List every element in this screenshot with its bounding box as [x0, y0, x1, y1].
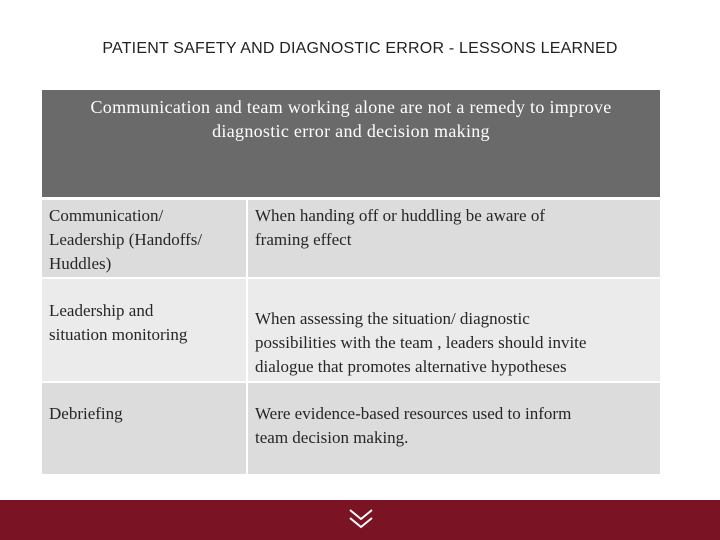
row-lesson-cell — [248, 200, 660, 278]
table-header — [42, 90, 660, 197]
row-lesson-line: framing effect — [255, 230, 352, 249]
row-topic-cell — [42, 278, 248, 382]
row-lesson-line: When handing off or huddling be aware of — [255, 206, 546, 225]
row-lesson-line: possibilities with the team , leaders should invite — [255, 333, 587, 352]
row-lesson-line: team decision making. — [255, 428, 409, 447]
slide-title: PATIENT SAFETY AND DIAGNOSTIC ERROR - LESSONS LEARNED — [102, 40, 618, 57]
double-chevron-down-icon[interactable] — [347, 507, 375, 531]
row-lesson-cell — [248, 382, 660, 474]
table-header-line-2: diagnostic error and decision making — [212, 121, 490, 141]
row-topic-cell — [42, 382, 248, 474]
row-lesson-line: dialogue that promotes alternative hypotheses — [255, 357, 567, 376]
table-row — [42, 278, 660, 382]
row-topic-cell — [42, 200, 248, 278]
row-divider — [42, 381, 660, 383]
row-topic-line: Huddles) — [49, 254, 112, 273]
row-topic-line: situation monitoring — [49, 325, 188, 344]
table-row — [42, 382, 660, 474]
row-topic-line: Leadership (Handoffs/ — [49, 230, 203, 249]
row-topic-line: Communication/ — [49, 206, 164, 225]
table-row — [42, 200, 660, 278]
row-lesson-line: When assessing the situation/ diagnostic — [255, 309, 530, 328]
row-divider — [42, 277, 660, 279]
row-topic-line: Leadership and — [49, 301, 154, 320]
row-topic-line: Debriefing — [49, 404, 123, 423]
row-lesson-cell — [248, 278, 660, 382]
row-lesson-line: Were evidence-based resources used to inform — [255, 404, 572, 423]
table-header-line-1: Communication and team working alone are not a remedy to improve — [90, 97, 612, 117]
